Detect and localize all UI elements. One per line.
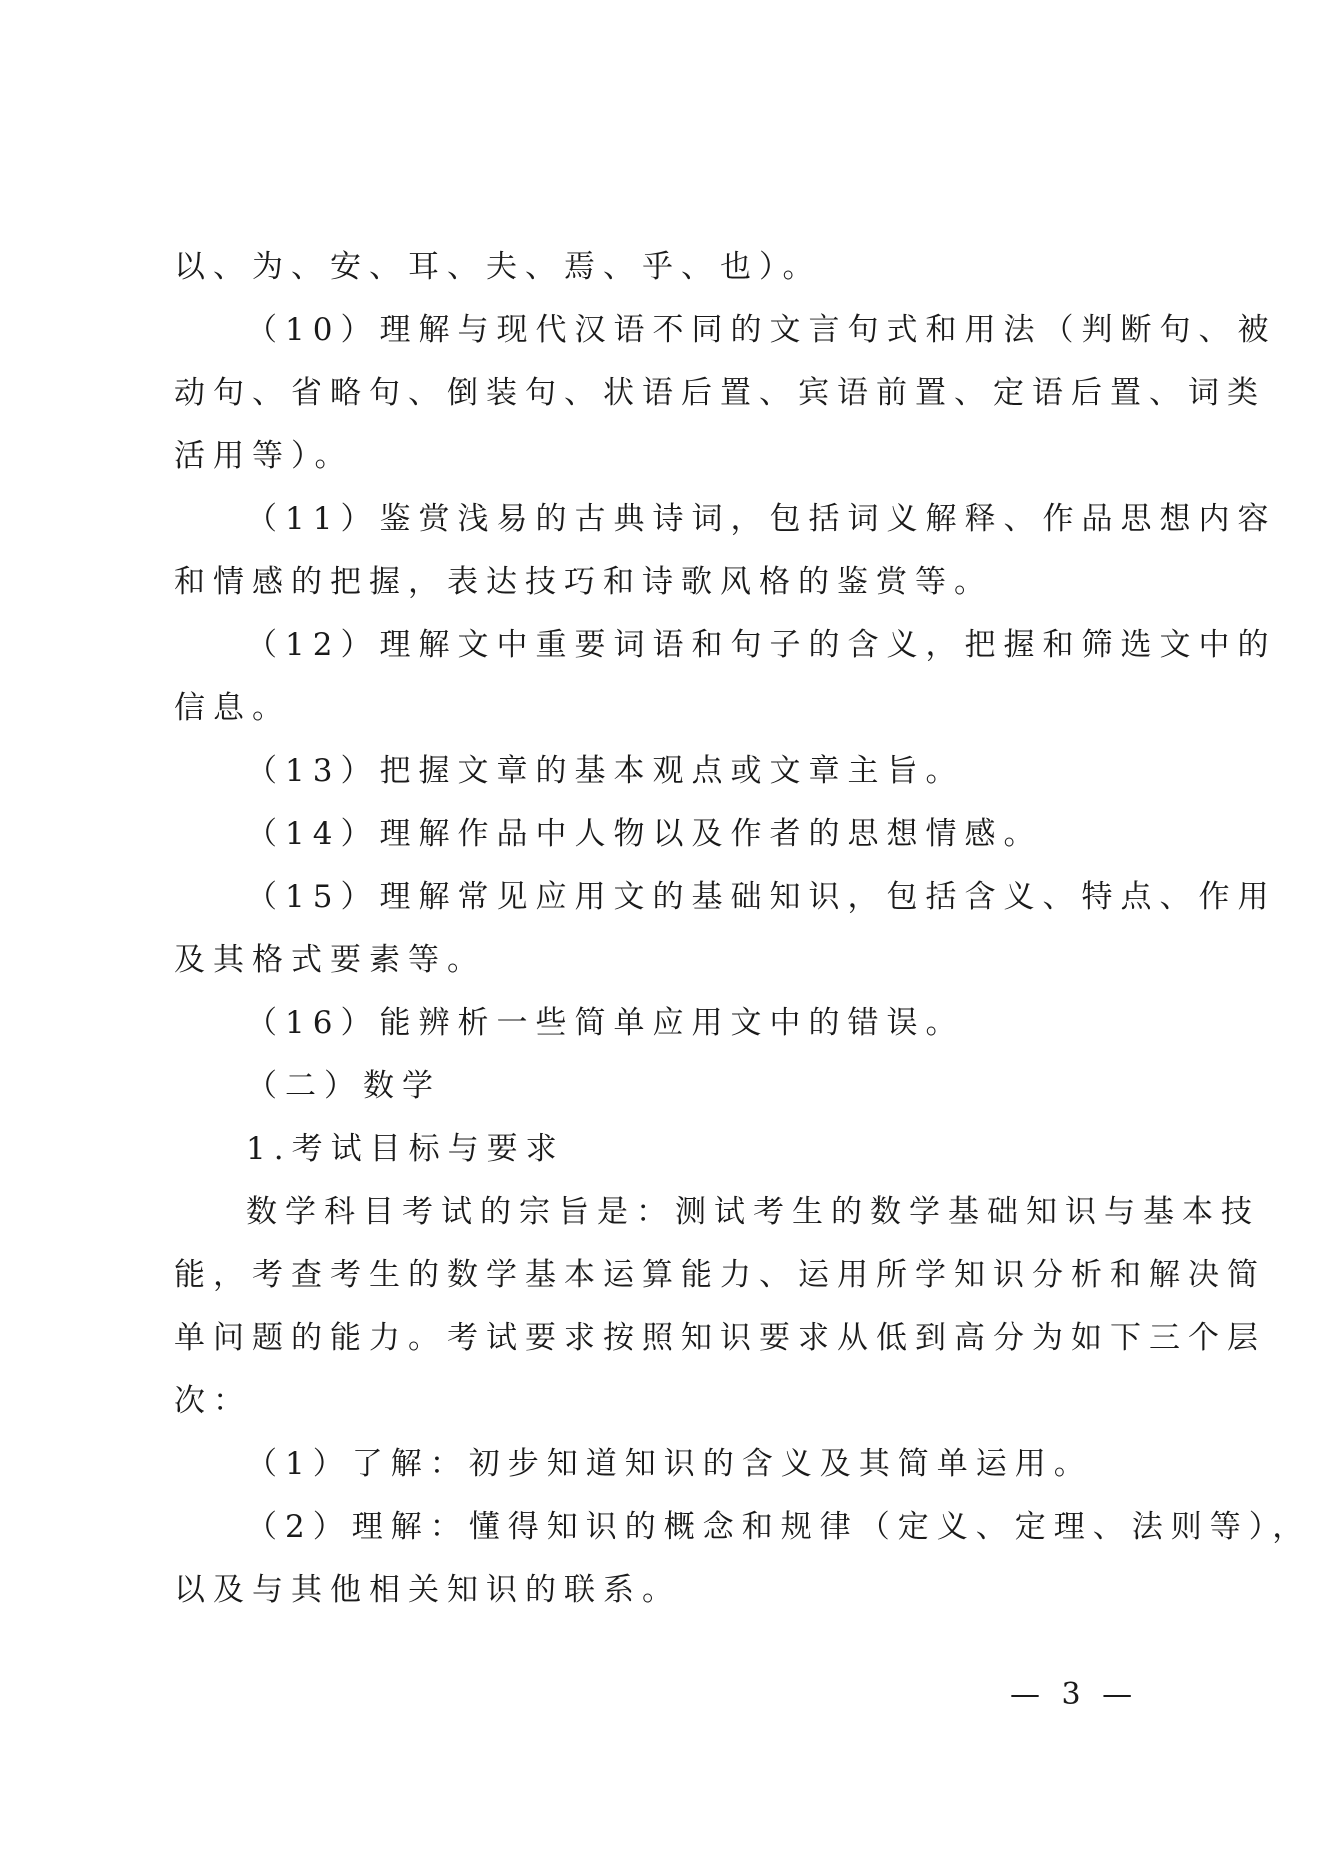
- text-line: 及其格式要素等。: [174, 942, 486, 978]
- text-line: 和情感的把握，表达技巧和诗歌风格的鉴赏等。: [174, 564, 993, 600]
- text-line: 信息。: [174, 690, 291, 726]
- text-line: 动句、省略句、倒装句、状语后置、宾语前置、定语后置、词类: [174, 375, 1266, 411]
- text-line: （13）把握文章的基本观点或文章主旨。: [246, 753, 965, 789]
- text-line: （1）了解：初步知道知识的含义及其简单运用。: [246, 1446, 1093, 1482]
- text-line: （10）理解与现代汉语不同的文言句式和用法（判断句、被: [246, 312, 1277, 348]
- text-line: （12）理解文中重要词语和句子的含义，把握和筛选文中的: [246, 627, 1277, 663]
- text-line: （11）鉴赏浅易的古典诗词，包括词义解释、作品思想内容: [246, 501, 1277, 537]
- text-line: （14）理解作品中人物以及作者的思想情感。: [246, 816, 1043, 852]
- section-heading: （二）数学: [246, 1068, 441, 1104]
- text-line: 次：: [174, 1383, 252, 1419]
- text-line: （2）理解：懂得知识的概念和规律（定义、定理、法则等），: [246, 1509, 1312, 1545]
- text-line: 以及与其他相关知识的联系。: [174, 1572, 681, 1608]
- text-line: 数学科目考试的宗旨是：测试考生的数学基础知识与基本技: [246, 1194, 1260, 1230]
- text-line: 能，考查考生的数学基本运算能力、运用所学知识分析和解决简: [174, 1257, 1266, 1293]
- text-line: 以、为、安、耳、夫、焉、乎、也）。: [174, 249, 822, 285]
- text-line: 活用等）。: [174, 438, 354, 474]
- text-line: 单问题的能力。考试要求按照知识要求从低到高分为如下三个层: [174, 1320, 1266, 1356]
- text-line: （15）理解常见应用文的基础知识，包括含义、特点、作用: [246, 879, 1277, 915]
- page-number: — 3 —: [1010, 1677, 1139, 1712]
- subsection-heading: 1.考试目标与要求: [246, 1131, 565, 1167]
- text-line: （16）能辨析一些简单应用文中的错误。: [246, 1005, 965, 1041]
